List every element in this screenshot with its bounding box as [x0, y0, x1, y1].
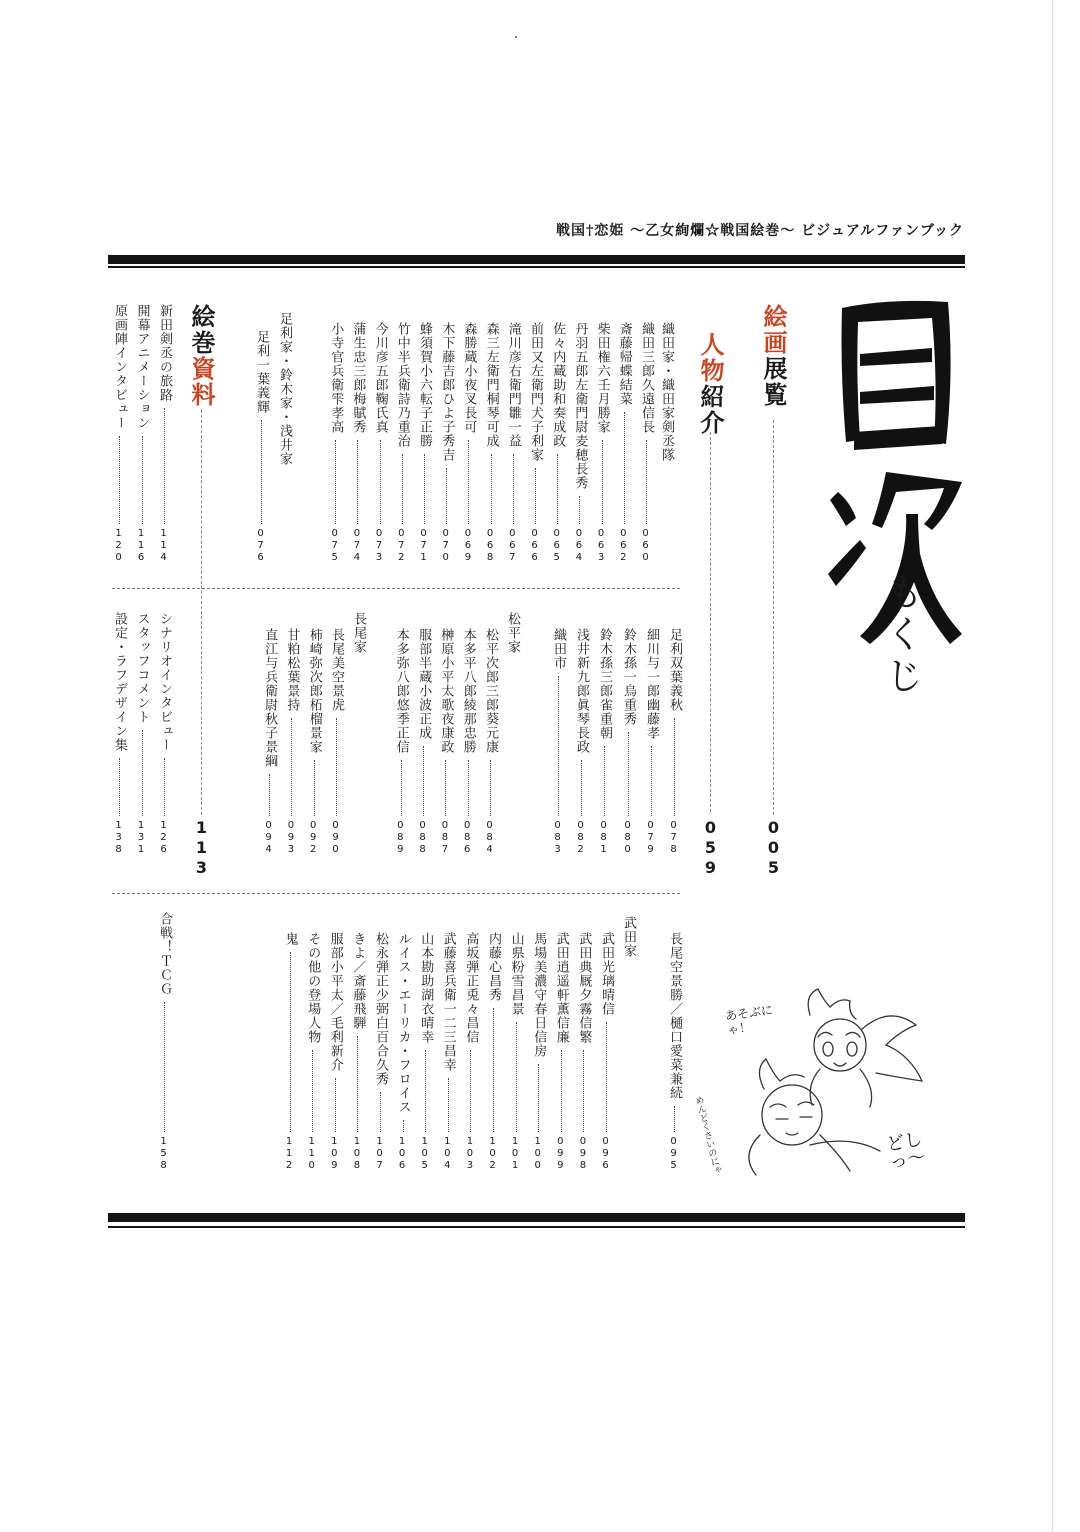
entry-page: 070 — [440, 528, 452, 564]
toc-entry — [645, 628, 658, 740]
family-matsudaira — [506, 612, 519, 654]
entry-page: 112 — [283, 1136, 295, 1172]
entry-leader — [290, 952, 291, 1132]
page-edge — [1052, 0, 1053, 1532]
entry-title: 滝川彦右衛門雛一益 — [505, 322, 521, 448]
toc-entry — [552, 628, 565, 670]
entry-leader — [312, 1050, 313, 1132]
toc-entry — [374, 932, 387, 1086]
entry-leader — [335, 1078, 336, 1132]
toc-entry — [329, 932, 342, 1072]
entry-title: 武田典厩夕霧信繁 — [576, 932, 592, 1044]
speck — [515, 36, 517, 38]
entry-title: 織田三郎久遠信長 — [639, 322, 654, 434]
entry-leader — [535, 468, 536, 524]
divider-2 — [112, 893, 680, 894]
entry-title: 高坂弾正兎々昌信 — [463, 932, 479, 1044]
emaki-leader — [201, 410, 202, 815]
entry-title: 山県粉雪昌景 — [508, 932, 524, 1016]
entry-title: 山本勘助湖衣晴幸 — [418, 932, 434, 1044]
entry-title: 佐々内蔵助和奏成政 — [550, 322, 566, 448]
entry-page: 078 — [668, 820, 679, 856]
entry-page: 065 — [551, 528, 563, 564]
toc-entry — [440, 322, 453, 462]
speech-bubble-play: あそぶにゃ！ — [724, 1002, 774, 1038]
entry-leader — [424, 454, 425, 524]
entry-title: 鈴木孫三郎雀重朝 — [597, 628, 612, 740]
entry-page: 066 — [529, 528, 540, 564]
toc-entry — [306, 932, 319, 1044]
entry-leader — [651, 746, 652, 816]
entry-leader — [579, 496, 580, 524]
entry-leader — [261, 420, 262, 524]
entry-page: 108 — [351, 1136, 363, 1172]
entry-leader — [557, 454, 558, 524]
entry-title: きよ／斎藤飛騨 — [350, 932, 366, 1030]
entry-title: 内藤心昌秀 — [486, 932, 501, 1002]
entry-page: 064 — [573, 528, 585, 564]
divider-1 — [112, 588, 680, 589]
toc-entry — [330, 628, 343, 712]
entry-leader — [513, 454, 514, 524]
toc-entry — [551, 322, 564, 448]
entry-page: 102 — [487, 1136, 498, 1172]
entry-leader — [583, 1050, 584, 1132]
toc-entry — [510, 932, 523, 1016]
entry-page: 092 — [307, 820, 319, 856]
entry-page: 074 — [351, 528, 363, 564]
toc-entry — [285, 628, 298, 712]
toc-entry — [532, 932, 545, 1058]
entry-page: 087 — [439, 820, 451, 856]
entry-leader — [142, 730, 143, 816]
entry-page: 105 — [419, 1136, 431, 1172]
entry-title: 新田剣丞の旅路 — [157, 304, 172, 402]
toc-entry — [555, 932, 568, 1044]
toc-entry — [464, 932, 477, 1044]
toc-entry — [529, 322, 542, 462]
entry-leader — [445, 760, 446, 816]
entry-leader — [164, 758, 165, 816]
bottom-rule-thin — [108, 1226, 965, 1228]
entry-leader — [606, 1022, 607, 1132]
toc-entry — [484, 628, 497, 754]
toc-entry — [596, 322, 609, 434]
toc-entry — [351, 322, 364, 434]
entry-page: 082 — [575, 820, 586, 856]
toc-entry — [418, 322, 431, 448]
entry-page: 068 — [484, 528, 496, 564]
section-kaiga-page: 005 — [764, 818, 783, 878]
entry-page: 158 — [158, 1136, 169, 1172]
entry-title: 浅井新九郎眞琴長政 — [574, 628, 589, 754]
entry-leader — [628, 732, 629, 816]
entry-leader — [335, 440, 336, 524]
entry-page: 090 — [330, 820, 341, 856]
entry-title: 今川彦五郎鞠氏真 — [372, 322, 388, 434]
entry-title: 設定・ラフデザイン集 — [112, 612, 127, 752]
entry-page: 110 — [306, 1136, 318, 1172]
entry-page: 063 — [595, 528, 607, 564]
section-jinbutsu-page: 059 — [701, 818, 720, 878]
entry-page: 098 — [577, 1136, 589, 1172]
entry-title: その他の登場人物 — [305, 932, 321, 1044]
entry-leader — [119, 436, 120, 524]
toc-entry — [351, 932, 364, 1030]
toc-entry — [598, 628, 611, 740]
entry-title: 甘粕松葉景持 — [284, 628, 300, 712]
chibi-illustration — [692, 985, 930, 1185]
entry-page: 094 — [263, 820, 275, 856]
entry-title: 丹羽五郎左衛門尉麦穂長秀 — [572, 322, 588, 490]
entry-title: 長尾美空景虎 — [329, 628, 344, 712]
entry-page: 106 — [396, 1136, 408, 1172]
entry-page: 079 — [645, 820, 656, 856]
entry-page: 096 — [600, 1136, 611, 1172]
entry-leader — [269, 774, 270, 816]
entry-page: 138 — [113, 820, 124, 856]
entry-page: 067 — [506, 528, 518, 564]
entry-title: 木下藤吉郎ひよ子秀吉 — [439, 322, 455, 462]
entry-leader — [402, 454, 403, 524]
entry-leader — [119, 758, 120, 816]
entry-page: 060 — [640, 528, 651, 564]
toc-entry — [618, 322, 631, 406]
entry-page: 126 — [158, 820, 169, 856]
entry-title: 馬場美濃守春日信房 — [531, 932, 547, 1058]
family-ashikaga — [278, 312, 291, 466]
toc-entry — [308, 628, 321, 754]
entry-title: 松永弾正少弼白百合久秀 — [373, 932, 388, 1086]
top-rule-thin — [108, 266, 965, 268]
section-kaiga: 絵画展覧 — [759, 304, 788, 408]
toc-entry — [462, 628, 475, 754]
section-emaki-page: 113 — [192, 818, 211, 878]
entry-page: 071 — [418, 528, 429, 564]
toc-entry — [113, 612, 126, 752]
toc-entry — [113, 304, 126, 430]
toc-entry — [577, 932, 590, 1044]
entry-leader — [446, 468, 447, 524]
entry-leader — [674, 1106, 675, 1132]
entry-title: 小寺官兵衛雫孝高 — [328, 322, 344, 434]
entry-title: 森勝蔵小夜叉長可 — [461, 322, 477, 434]
toc-entry — [419, 932, 432, 1044]
entry-leader — [357, 1036, 358, 1132]
entry-title: 竹中半兵衛詩乃重治 — [394, 322, 410, 448]
entry-page: 116 — [135, 528, 147, 564]
toc-entry — [668, 932, 681, 1100]
entry-leader — [142, 436, 143, 524]
sfx-doshi: どしっ〜 — [884, 1128, 928, 1174]
entry-leader — [604, 746, 605, 816]
entry-title: 原画陣インタビュー — [112, 304, 127, 430]
toc-entry — [575, 628, 588, 754]
entry-title: 榊原小平太歌夜康政 — [438, 628, 454, 754]
mokuji-kana: もくじ — [879, 572, 923, 698]
entry-page: 075 — [329, 528, 341, 564]
mokuji-title — [820, 292, 970, 722]
entry-title: 足利一葉義輝 — [254, 330, 269, 414]
entry-title: 開幕アニメーション — [134, 304, 150, 430]
entry-title: 前田又左衛門犬子利家 — [528, 322, 543, 462]
section-emaki: 絵巻資料 — [187, 304, 216, 408]
toc-entry — [158, 612, 171, 752]
entry-title: 蜂須賀小六転子正勝 — [417, 322, 432, 448]
family-oda — [660, 322, 673, 462]
entry-leader — [291, 718, 292, 816]
entry-leader — [314, 760, 315, 816]
entry-page: 084 — [484, 820, 495, 856]
entry-title: 本多平八郎綾那忠勝 — [460, 628, 476, 754]
entry-leader — [624, 412, 625, 524]
entry-title: 合戦！ＴＣＧ — [157, 912, 172, 996]
toc-entry — [263, 628, 276, 768]
entry-title: 柿崎弥次郎柘榴景家 — [306, 628, 322, 754]
entry-page: 062 — [617, 528, 629, 564]
toc-entry — [136, 304, 149, 430]
toc-entry — [487, 932, 500, 1002]
entry-page: 104 — [441, 1136, 453, 1172]
entry-leader — [581, 760, 582, 816]
entry-title: 本多弥八郎悠季正信 — [393, 628, 409, 754]
entry-title: 鬼 — [282, 932, 298, 946]
toc-entry — [396, 322, 409, 448]
entry-page: 114 — [158, 528, 169, 564]
entry-title: 細川与一郎幽藤孝 — [644, 628, 659, 740]
entry-title: 武田逍遥軒薫信廉 — [553, 932, 569, 1044]
entry-title: 服部半蔵小波正成 — [416, 628, 432, 740]
toc-entry — [668, 628, 681, 712]
entry-leader — [336, 718, 337, 816]
entry-title: 長尾家 — [351, 612, 366, 654]
entry-page: 131 — [135, 820, 147, 856]
entry-leader — [164, 408, 165, 524]
entry-leader — [516, 1022, 517, 1132]
entry-title: スタッフコメント — [134, 612, 150, 724]
entry-leader — [380, 440, 381, 524]
toc-entry — [507, 322, 520, 448]
entry-page: 107 — [374, 1136, 385, 1172]
entry-title: 柴田権六壬月勝家 — [594, 322, 610, 434]
entry-leader — [561, 1050, 562, 1132]
entry-page: 086 — [461, 820, 473, 856]
toc-entry — [395, 628, 408, 754]
entry-leader — [558, 676, 559, 816]
toc-entry — [573, 322, 586, 490]
entry-title: 森三左衛門桐琴可成 — [483, 322, 499, 448]
toc-entry — [640, 322, 653, 434]
family-nagao — [352, 612, 365, 654]
entry-title: 松平次郎三郎葵元康 — [483, 628, 498, 754]
entry-leader — [380, 1092, 381, 1132]
entry-title: 鈴木孫一烏重秀 — [621, 628, 636, 726]
entry-leader — [468, 760, 469, 816]
entry-page: 093 — [285, 820, 297, 856]
entry-page: 072 — [395, 528, 407, 564]
entry-leader — [357, 440, 358, 524]
entry-title: 蒲生忠三郎梅賦秀 — [350, 322, 366, 434]
book-title: 戦国†恋姫 ～乙女絢爛☆戦国絵巻～ ビジュアルファンブック — [556, 223, 964, 239]
entry-title: 足利家・鈴木家・浅井家 — [277, 312, 292, 466]
entry-leader — [401, 760, 402, 816]
entry-leader — [674, 718, 675, 816]
entry-title: 織田家・織田家剣丞隊 — [659, 322, 674, 462]
entry-title: 武藤喜兵衛一二三昌幸 — [440, 932, 456, 1072]
entry-page: 109 — [328, 1136, 340, 1172]
entry-leader — [490, 760, 491, 816]
entry-title: 織田市 — [551, 628, 566, 670]
entry-title: 武田光璃晴信 — [599, 932, 614, 1016]
entry-leader — [425, 1050, 426, 1132]
toc-entry — [485, 322, 498, 448]
toc-entry — [442, 932, 455, 1072]
entry-page: 101 — [509, 1136, 521, 1172]
toc-entry — [284, 932, 297, 946]
entry-title: シナリオインタビュー — [157, 612, 172, 752]
entry-leader — [403, 1120, 404, 1132]
toc-entry — [462, 322, 475, 434]
entry-leader — [470, 1050, 471, 1132]
toc-entry — [600, 932, 613, 1016]
entry-leader — [602, 440, 603, 524]
kaiga-leader — [773, 420, 774, 815]
entry-page: 095 — [668, 1136, 679, 1172]
entry-leader — [538, 1064, 539, 1132]
entry-leader — [468, 440, 469, 524]
toc-entry — [329, 322, 342, 434]
entry-page: 120 — [113, 528, 124, 564]
entry-page: 073 — [373, 528, 385, 564]
entry-page: 083 — [552, 820, 563, 856]
entry-title: 長尾空景勝／樋口愛菜兼続 — [667, 932, 682, 1100]
entry-leader — [448, 1078, 449, 1132]
toc-entry — [622, 628, 635, 726]
entry-title: 直江与兵衛尉秋子景綱 — [262, 628, 278, 768]
entry-leader — [493, 1008, 494, 1132]
jinbutsu-leader — [710, 432, 711, 812]
entry-leader — [491, 454, 492, 524]
entry-title: 松平家 — [505, 612, 520, 654]
toc-entry — [136, 612, 149, 724]
entry-leader — [646, 440, 647, 524]
bottom-rule — [108, 1213, 965, 1222]
entry-leader — [164, 1002, 165, 1132]
entry-page: 089 — [394, 820, 406, 856]
speech-bubble-bother: めんどくさいのにゃ — [692, 1094, 722, 1177]
entry-title: 足利双葉義秋 — [667, 628, 682, 712]
toc-entry — [158, 912, 171, 996]
toc-entry — [158, 304, 171, 402]
top-rule — [108, 255, 965, 264]
entry-page: 100 — [532, 1136, 544, 1172]
toc-entry — [374, 322, 387, 434]
family-takeda — [622, 916, 635, 958]
toc-entry — [255, 330, 268, 414]
section-jinbutsu: 人物紹介 — [696, 332, 725, 436]
entry-title: 武田家 — [621, 916, 636, 958]
entry-title: 服部小平太／毛利新介 — [327, 932, 343, 1072]
toc-entry — [417, 628, 430, 740]
toc-entry — [397, 932, 410, 1114]
entry-page: 076 — [255, 528, 266, 564]
entry-page: 080 — [622, 820, 633, 856]
entry-title: ルイス・エーリカ・フロイス — [395, 932, 411, 1114]
entry-title: 斎藤帰蝶結菜 — [616, 322, 632, 406]
entry-leader — [423, 746, 424, 816]
entry-page: 103 — [464, 1136, 476, 1172]
entry-page: 069 — [462, 528, 474, 564]
toc-entry — [439, 628, 452, 754]
entry-page: 088 — [417, 820, 429, 856]
entry-page: 081 — [598, 820, 609, 856]
entry-page: 099 — [554, 1136, 566, 1172]
